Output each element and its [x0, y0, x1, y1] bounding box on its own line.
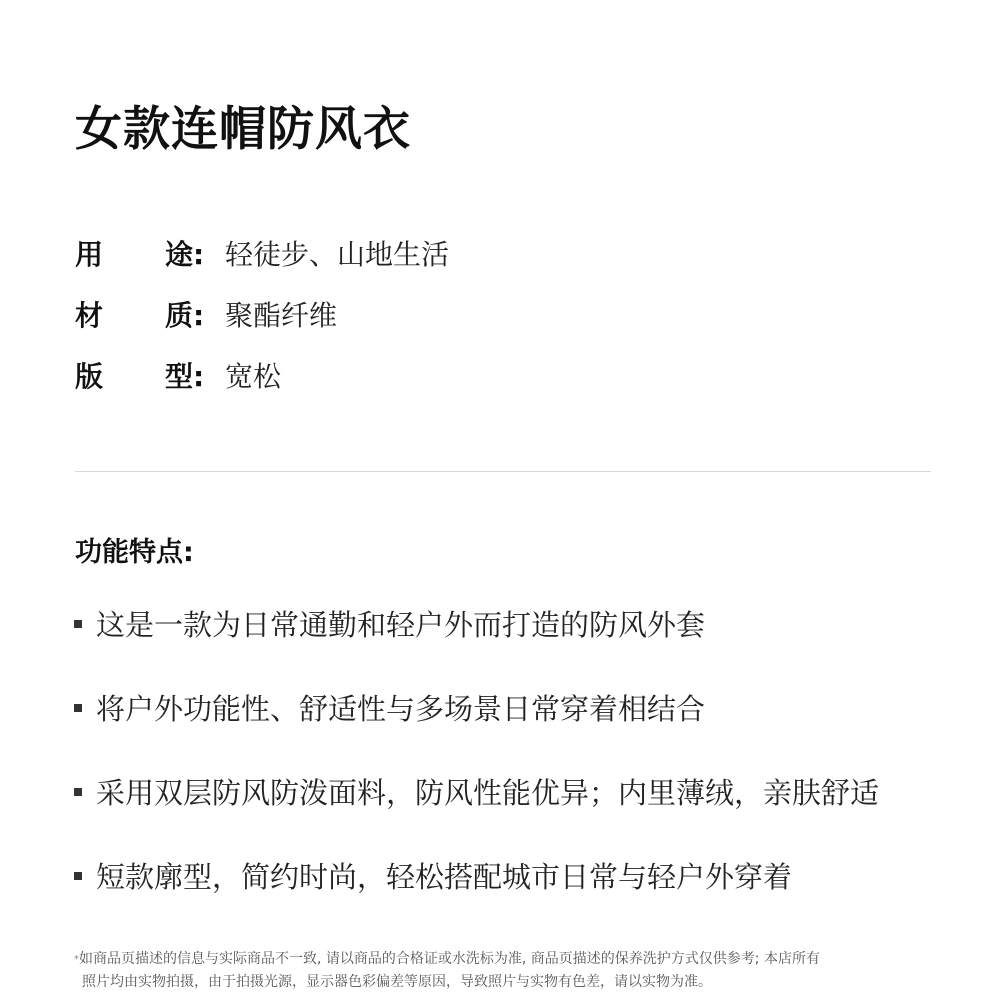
disclaimer-line: 照片均由实物拍摄，由于拍摄光源，显示器色彩偏差等原因，导致照片与实物有色差，请以实物为准。 — [82, 974, 712, 990]
feature-text: 将户外功能性、舒适性与多场景日常穿着相结合 — [96, 692, 706, 726]
spec-label-char: 型: — [165, 360, 205, 393]
square-bullet-icon — [74, 872, 82, 880]
feature-item — [74, 687, 954, 771]
product-title: 女款连帽防风衣 — [75, 102, 411, 157]
square-bullet-icon — [74, 704, 82, 712]
features-heading: 功能特点: — [75, 537, 194, 568]
square-bullet-icon — [74, 620, 82, 628]
feature-text: 这是一款为日常通勤和轻户外而打造的防风外套 — [96, 608, 706, 642]
disclaimer-line: *如商品页描述的信息与实际商品不一致, 请以商品的合格证或水洗标为准, 商品页描述的保养洗护方式仅供参考; 本店所有 — [74, 951, 820, 967]
square-bullet-icon — [74, 788, 82, 796]
section-divider — [75, 471, 931, 472]
spec-colon: : — [193, 360, 205, 393]
feature-item — [74, 771, 954, 855]
asterisk: * — [74, 954, 79, 965]
disclaimer — [74, 948, 944, 994]
spec-value: 轻徒步、山地生活 — [225, 238, 450, 271]
spec-colon: : — [193, 238, 205, 271]
spec-label-char: 质: — [165, 299, 205, 332]
feature-list — [74, 603, 954, 939]
spec-label-char: 材 — [75, 299, 104, 332]
feature-text: 采用双层防风防泼面料，防风性能优异；内里薄绒，亲肤舒适 — [96, 776, 880, 810]
feature-item — [74, 603, 954, 687]
spec-label-char: 用 — [75, 238, 104, 271]
spec-colon: : — [193, 299, 205, 332]
spec-value: 聚酯纤维 — [225, 299, 338, 332]
spec-label-char: 版 — [75, 360, 104, 393]
feature-item — [74, 855, 954, 939]
feature-text: 短款廓型，简约时尚，轻松搭配城市日常与轻户外穿着 — [96, 860, 793, 894]
spec-value: 宽松 — [225, 360, 282, 393]
spec-label-char: 途: — [165, 238, 205, 271]
